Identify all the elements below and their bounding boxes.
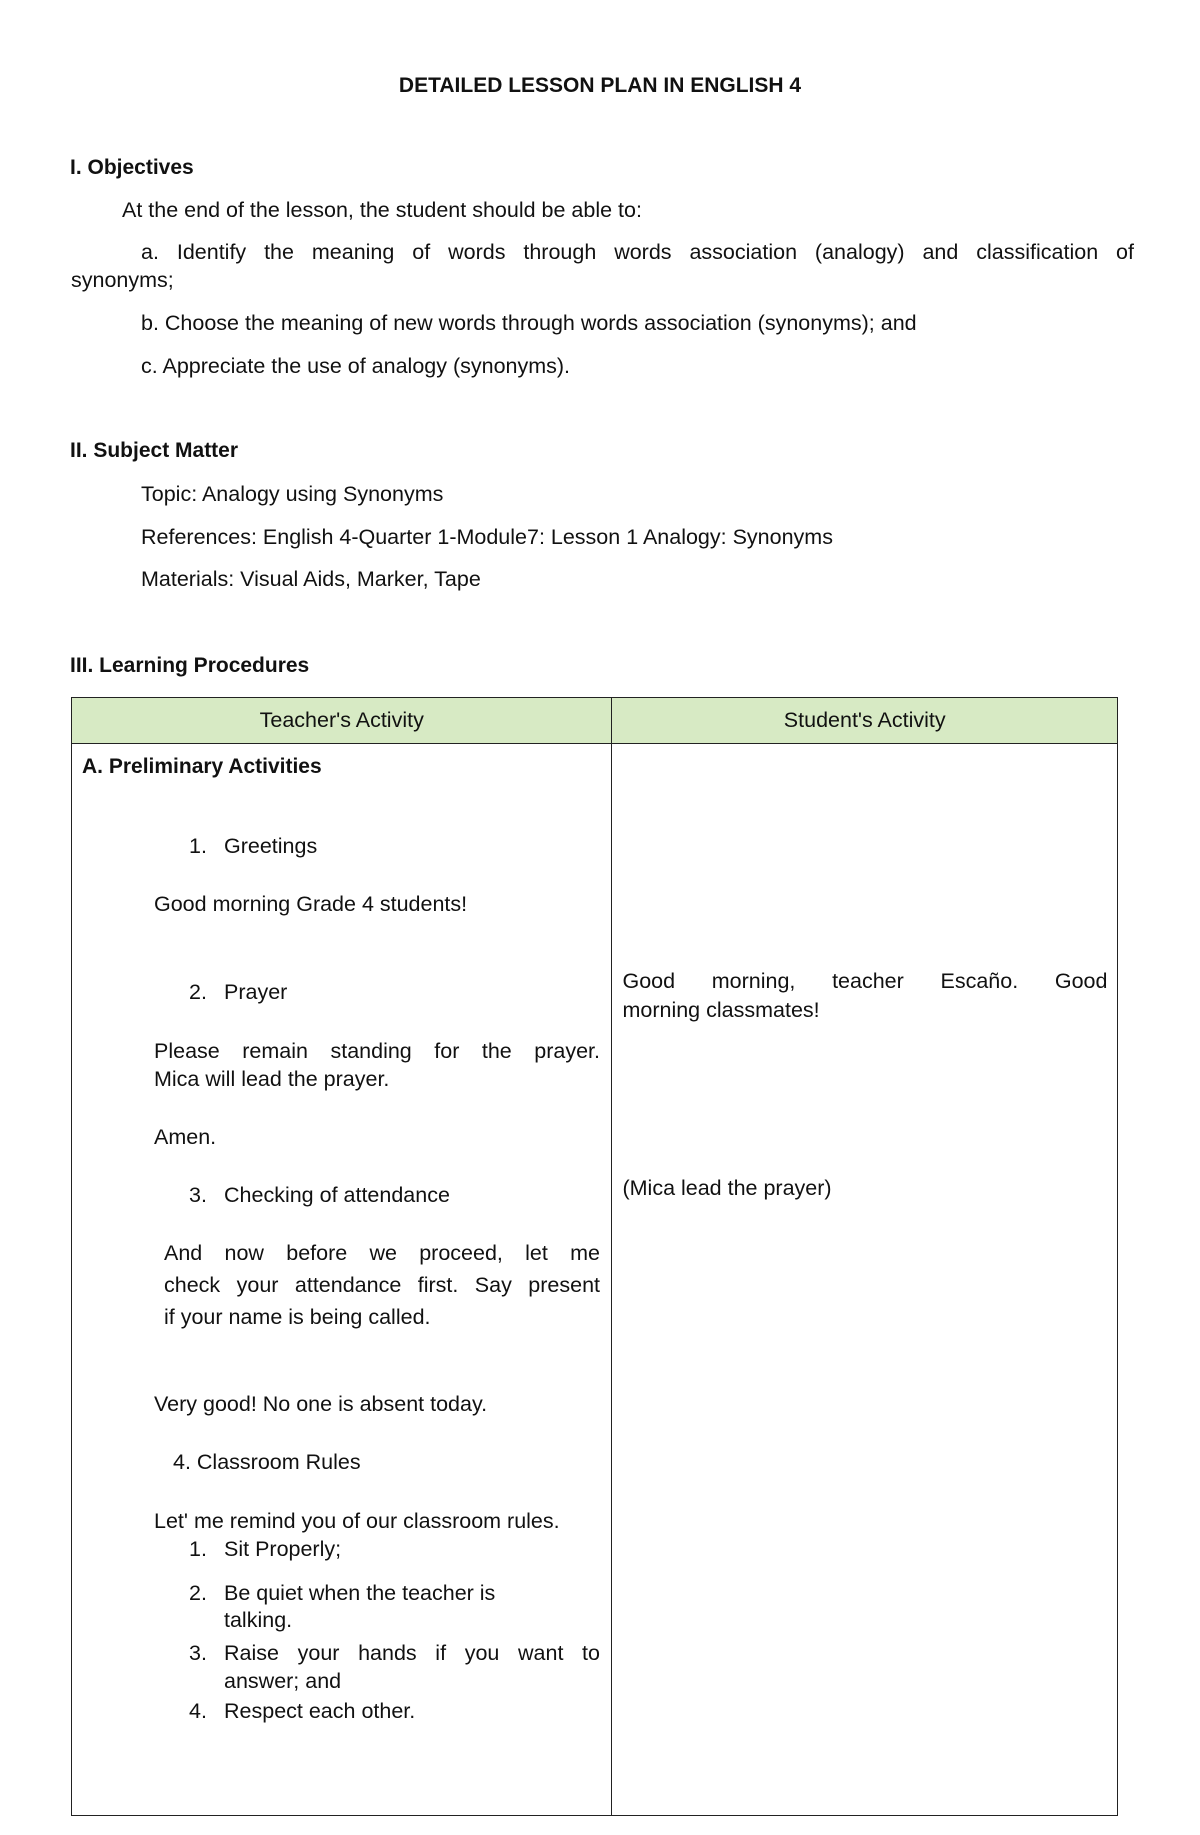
prayer-line-1: Please remain standing for the prayer. — [154, 1039, 600, 1063]
objective-b: b. Choose the meaning of new words through words association (synonyms); and — [141, 311, 917, 335]
table-row — [72, 744, 1118, 1816]
subject-matter-heading: II. Subject Matter — [70, 439, 239, 462]
rule-number: 4. — [189, 1699, 207, 1723]
student-column-header: Student's Activity — [612, 698, 1118, 744]
rule-text: Sit Properly; — [224, 1537, 342, 1561]
objective-a-line1: a. Identify the meaning of words through words association (analogy) and classification of — [141, 240, 1134, 264]
classroom-rules-intro: Let' me remind you of our classroom rules. — [154, 1509, 560, 1533]
objective-a-line2: synonyms; — [71, 268, 174, 292]
prayer-line-2: Mica will lead the prayer. — [154, 1067, 390, 1091]
rule-number: 3. — [189, 1641, 207, 1665]
subject-references: References: English 4-Quarter 1-Module7: Lesson 1 Analogy: Synonyms — [141, 525, 833, 549]
rule-number: 1. — [189, 1537, 207, 1561]
classroom-rules-heading: 4. Classroom Rules — [173, 1450, 361, 1474]
attendance-line-1: And now before we proceed, let me — [164, 1241, 600, 1265]
subject-materials: Materials: Visual Aids, Marker, Tape — [141, 567, 481, 591]
prayer-number: 2. — [189, 980, 207, 1004]
procedures-heading: III. Learning Procedures — [70, 654, 310, 677]
student-greeting-reply-line-2: morning classmates! — [622, 998, 820, 1022]
rule-text-continued: talking. — [224, 1608, 293, 1632]
attendance-label: Checking of attendance — [224, 1183, 450, 1207]
prayer-label: Prayer — [224, 980, 288, 1004]
greetings-label: Greetings — [224, 834, 318, 858]
very-good-line: Very good! No one is absent today. — [154, 1392, 488, 1416]
objectives-heading: I. Objectives — [70, 156, 194, 179]
table-header-row — [72, 698, 1118, 744]
procedures-table — [71, 697, 1118, 1816]
amen-line: Amen. — [154, 1125, 217, 1149]
preliminary-activities-heading: A. Preliminary Activities — [82, 755, 322, 778]
student-greeting-reply-line-1: Good morning, teacher Escaño. Good — [622, 969, 1108, 993]
teacher-activity-cell — [72, 744, 612, 1816]
greeting-line: Good morning Grade 4 students! — [154, 892, 468, 916]
document-title: DETAILED LESSON PLAN IN ENGLISH 4 — [398, 74, 802, 97]
attendance-number: 3. — [189, 1183, 207, 1207]
teacher-column-header: Teacher's Activity — [72, 698, 612, 744]
student-prayer-reply: (Mica lead the prayer) — [622, 1176, 832, 1200]
rule-number: 2. — [189, 1581, 207, 1605]
attendance-line-2: check your attendance first. Say present — [164, 1273, 600, 1297]
objective-c: c. Appreciate the use of analogy (synonyms). — [141, 354, 571, 378]
rule-text: Respect each other. — [224, 1699, 416, 1723]
greetings-number: 1. — [189, 834, 207, 858]
attendance-line-3: if your name is being called. — [164, 1305, 431, 1329]
subject-topic: Topic: Analogy using Synonyms — [141, 482, 444, 506]
rule-text: Raise your hands if you want to — [224, 1641, 600, 1665]
objectives-intro: At the end of the lesson, the student should be able to: — [122, 198, 642, 222]
rule-text-continued: answer; and — [224, 1669, 342, 1693]
student-activity-cell — [612, 744, 1118, 1816]
rule-text: Be quiet when the teacher is — [224, 1581, 496, 1605]
